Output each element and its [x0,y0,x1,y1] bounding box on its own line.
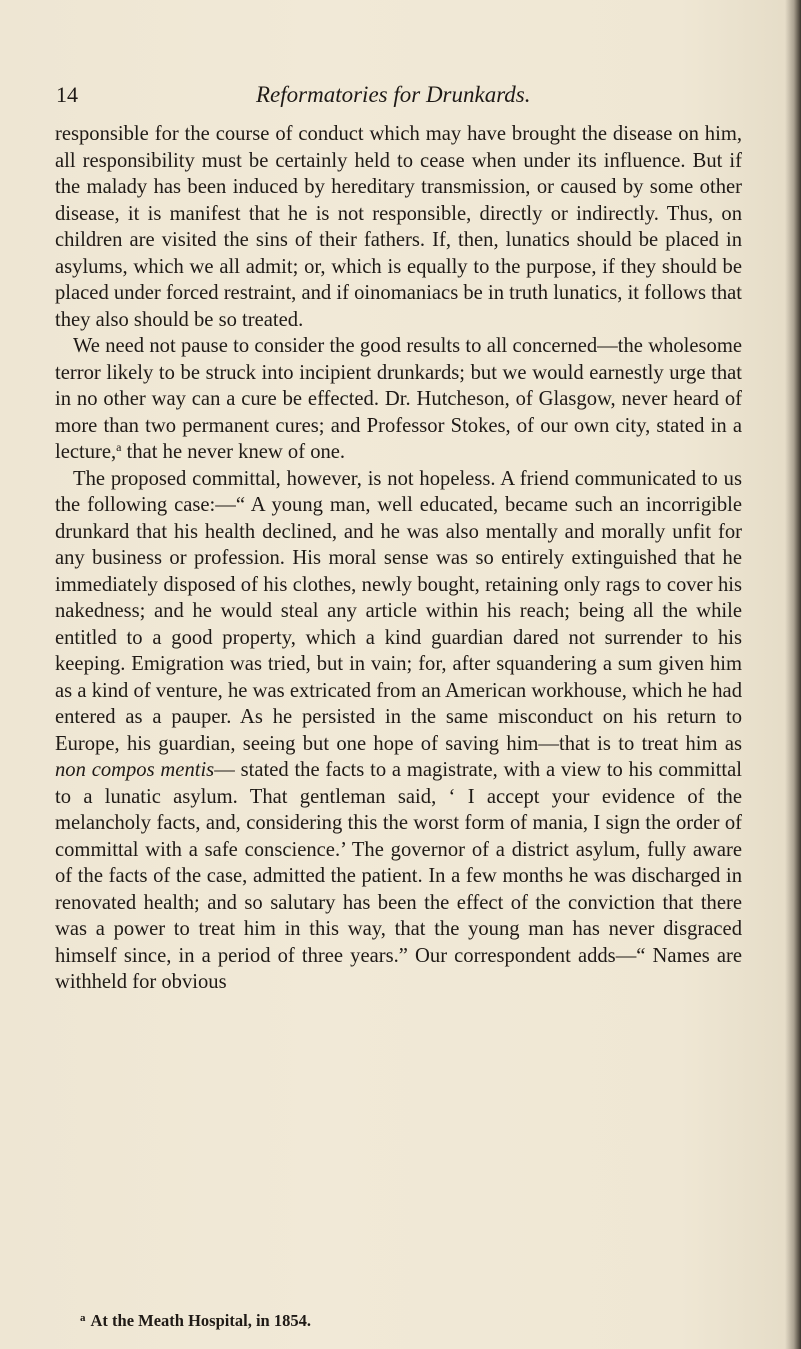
footnote-text: At the Meath Hospital, in 1854. [90,1311,311,1330]
paragraph-3 [55,466,742,996]
paragraph-3-text: The proposed committal, however, is not hopeless. A friend communicated to us the following case:—“ A young man, well educated, became such an incorrigible drunkard that his health declined, and he was also mentally and morally unfit for any business or profession. His moral sense was so entirely extinguished that he immediately disposed of his clothes, newly bought, retaining only rags to cover his nakedness; and he would steal any article within his reach; being all the while entitled to a good property, which a kind guardian dared not surrender to his keeping. Emigration was tried, but in vain; for, after squandering a sum given him as a kind of venture, he was extricated from an American workhouse, which he had entered as a pauper. As he persisted in the same misconduct on his return to Europe, his guardian, seeing but one hope of saving him—that is to treat him as [55,467,742,755]
footnote [80,1310,720,1332]
page-edge-shadow [785,0,801,1349]
latin-phrase: non compos mentis [55,759,215,781]
paragraph-1 [55,121,742,333]
footnote-mark: a [80,1312,86,1324]
paragraph-3-text-end: — stated the facts to a magistrate, with a view to his committal to a lunatic asylum. That gentleman said, ‘ I accept your evidence of the melancholy facts, and, considering this the worst form of mania, I sign the order of committal with a safe conscience.’ The governor of a district asylum, fully aware of the facts of the case, admitted the patient. In a few months he was discharged in renovated health; and so salutary has been the effect of the conviction that there was a power to treat him in this way, that the young man has never disgraced himself since, in a period of three years.” Our correspondent adds—“ Names are withheld for obvious [55,759,742,993]
running-head [56,80,746,114]
running-title: Reformatories for Drunkards. [256,82,531,107]
paragraph-2-text-end: that he never knew of one. [121,441,346,463]
page-number: 14 [56,82,78,107]
body-text [55,121,742,996]
footnote-reference: a [116,440,122,454]
paragraph-1-text: responsible for the course of conduct which may have brought the disease on him, all responsibility must be certainly held to cease when under its influence. But if the malady has been induced by hereditary transmission, or caused by some other disease, it is manifest that he is not responsible, directly or indirectly. Thus, on children are visited the sins of their fathers. If, then, lunatics should be placed in asylums, which we all admit; or, which is equally to the purpose, if they should be placed under forced restraint, and if oinomaniacs be in truth lunatics, it follows that they also should be so treated. [55,123,742,331]
paragraph-2-text: We need not pause to consider the good results to all concerned—the wholesome terror likely to be struck into incipient drunkards; but we would earnestly urge that in no other way can a cure be effected. Dr. Hutcheson, of Glasgow, never heard of more than two permanent cures; and Professor Stokes, of our own city, stated in a lecture, [55,335,742,463]
paragraph-2 [55,333,742,466]
